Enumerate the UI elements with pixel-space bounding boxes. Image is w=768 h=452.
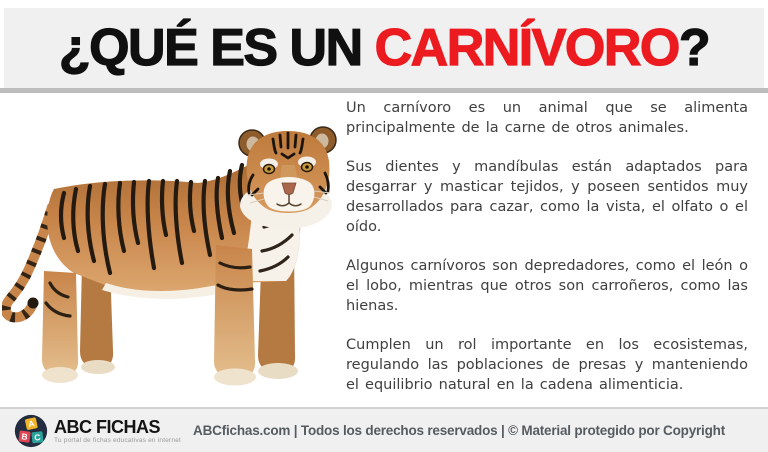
abc-logo-icon [14, 414, 48, 448]
description-text [346, 98, 748, 414]
tiger-head [239, 127, 336, 229]
footer [0, 407, 768, 452]
tiger-illustration [2, 123, 338, 389]
brand-block [54, 418, 181, 444]
logo-letter-a: A [27, 417, 36, 429]
header [4, 8, 764, 88]
brand-name: ABC FICHAS [54, 416, 160, 437]
paragraph-1: Un carnívoro es un animal que se alimenta principalmente de la carne de otros animales. [346, 100, 748, 136]
page-title [59, 8, 709, 88]
title-red-part: CARNÍVORO [374, 19, 679, 77]
title-black-part: ¿QUÉ ES UN [58, 19, 375, 77]
logo-letter-b: B [20, 430, 29, 442]
copyright-text: ABCfichas.com | Todos los derechos reservados | © Material protegido por Copyright [193, 423, 725, 438]
title-question-mark: ? [678, 19, 710, 77]
abc-fichas-logo [14, 414, 181, 448]
content-area [0, 93, 768, 407]
paragraph-2: Sus dientes y mandíbulas están adaptados para desgarrar y masticar tejidos, y poseen sentidos muy desarrollados para cazar, como la vista, el olfato o el oído. [346, 159, 748, 235]
tiger-image [2, 123, 338, 389]
brand-tagline: Tu portal de fichas educativas en internet [54, 436, 182, 444]
paragraph-3: Algunos carnívoros son depredadores, como el león o el lobo, mientras que otros son carroñeros, como las hienas. [346, 258, 748, 314]
logo-letter-c: C [33, 431, 41, 443]
paragraph-4: Cumplen un rol importante en los ecosistemas, regulando las poblaciones de presas y manteniendo el equilibrio natural en la cadena alimenticia. [346, 337, 748, 393]
